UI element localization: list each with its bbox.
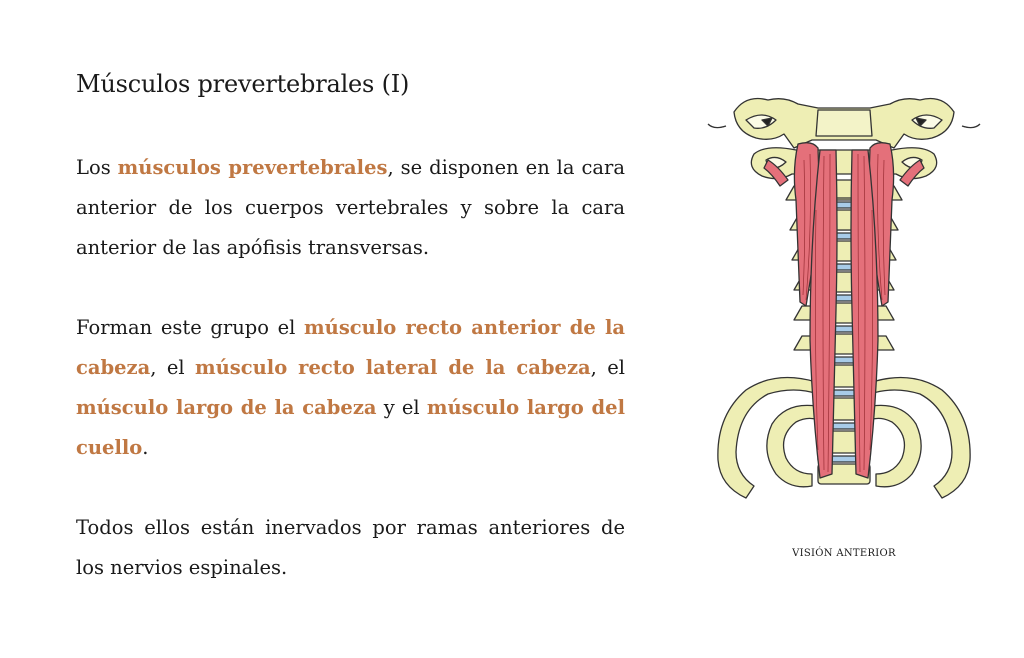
paragraph-muscle-list [76, 308, 625, 468]
figure-caption: VISIÓN ANTERIOR [792, 548, 896, 559]
term-prevertebral-muscles: músculos prevertebrales [117, 156, 388, 179]
paragraph-intro [76, 148, 625, 268]
text-segment: , se disponen en la cara anterior de los cuerpos vertebrales y sobre la cara anterior de las apófisis transversas. [76, 156, 625, 259]
paragraph-innervation: Todos ellos están inervados por ramas anteriores de los nervios espinales. [76, 516, 625, 579]
term-longus-capitis: músculo largo de la cabeza [76, 396, 377, 419]
term-rectus-capitis-anterior: músculo recto anterior de la cabeza [76, 316, 625, 379]
prevertebral-muscles-diagram [706, 90, 982, 510]
anatomy-illustration [706, 90, 982, 510]
text-segment: . [142, 436, 149, 459]
page-title: Músculos prevertebrales (I) [76, 70, 410, 98]
text-segment: Forman este grupo el [76, 316, 305, 339]
term-rectus-capitis-lateralis: músculo recto lateral de la cabeza [194, 356, 591, 379]
text-segment: y el [376, 396, 427, 419]
main-text [76, 148, 625, 628]
term-longus-colli: músculo largo del cuello [76, 396, 626, 459]
text-segment: Los [76, 156, 118, 179]
text-segment: , el [590, 356, 625, 379]
text-segment: , el [150, 356, 195, 379]
